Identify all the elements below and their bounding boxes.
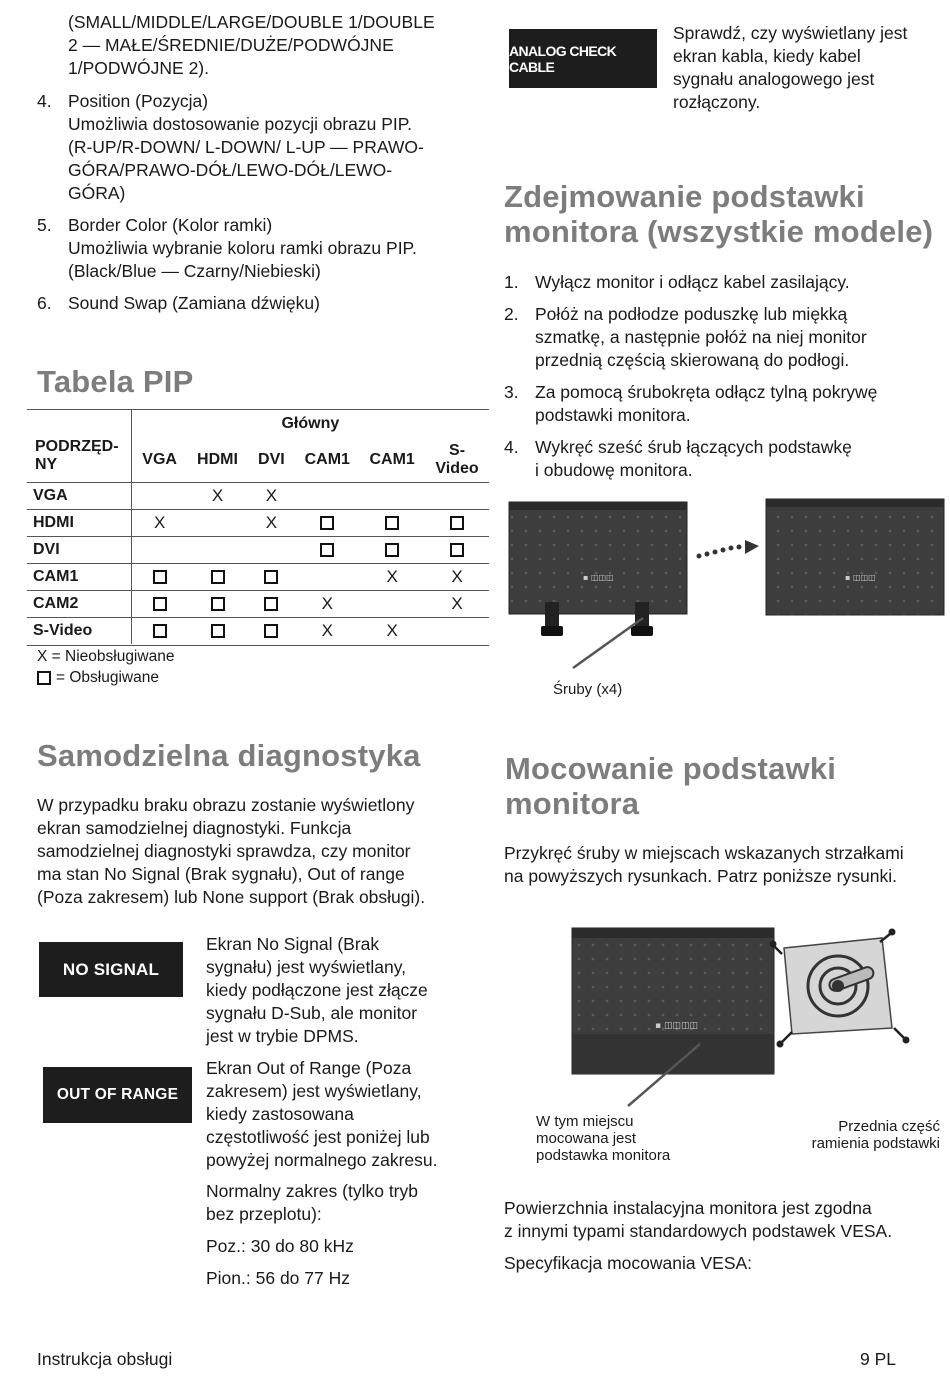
text-line: Sprawdź, czy wyświetlany jest: [673, 23, 908, 43]
page-number: 9 PL: [860, 1349, 896, 1369]
out-of-range-badge: OUT OF RANGE: [43, 1067, 192, 1123]
legend-supported: [37, 667, 174, 688]
text-line: GÓRA/PRAWO-DÓŁ/LEWO-DÓŁ/LEWO-: [68, 160, 393, 180]
text-line: Umożliwia wybranie koloru ramki obrazu PIP.: [68, 238, 417, 258]
header-line: S-: [449, 442, 466, 459]
table-cell: [359, 591, 425, 618]
text-line: 1/PODWÓJNE 2).: [68, 58, 209, 78]
table-cell: [425, 618, 489, 645]
vesa-spec: Specyfikacja mocowania VESA:: [504, 1253, 753, 1273]
text-line: Ekran Out of Range (Poza: [206, 1058, 412, 1078]
text-line: sygnału D-Sub, ale monitor: [206, 1003, 418, 1023]
item-number: 6.: [37, 293, 52, 313]
text-line: (SMALL/MIDDLE/LARGE/DOUBLE 1/DOUBLE: [68, 12, 435, 32]
text-line: kiedy podłączone jest złącze: [206, 980, 428, 1000]
svg-text:▪ ◫◫◫: ▪ ◫◫◫: [845, 573, 876, 582]
table-row: [27, 591, 489, 618]
checkbox-icon: [450, 543, 464, 557]
row-label: HDMI: [27, 510, 131, 537]
column-header: [425, 438, 489, 483]
header-line: PODRZĘD-: [35, 438, 119, 455]
column-header: VGA: [142, 451, 177, 468]
item-number: 3.: [504, 382, 519, 402]
table-cell: [295, 510, 359, 537]
column-header: CAM1: [304, 451, 350, 468]
checkbox-icon: [211, 597, 225, 611]
text-line: Sound Swap (Zamiana dźwięku): [68, 293, 320, 313]
text-line: samodzielnej diagnostyki sprawdza, czy monitor: [37, 841, 411, 861]
table-cell: X: [247, 483, 295, 510]
list-item: [37, 90, 477, 205]
text-line: (Poza zakresem) lub None support (Brak obsługi).: [37, 887, 426, 907]
text-line: zakresem) jest wyświetlany,: [206, 1081, 422, 1101]
table-cell: [247, 564, 295, 591]
text-line: kiedy zastosowana: [206, 1104, 354, 1124]
text-line: Normalny zakres (tylko tryb: [206, 1181, 418, 1201]
svg-text:▪ ◫◫◫: ▪ ◫◫◫: [583, 573, 614, 582]
pip-table-title: Tabela PIP: [37, 364, 194, 399]
table-cell: [425, 483, 489, 510]
monitor-back-left: [509, 502, 687, 636]
list-item: [37, 214, 477, 283]
header-line: NY: [35, 456, 58, 473]
table-cell: X: [359, 618, 425, 645]
table-cell: [295, 537, 359, 564]
text-line: Powierzchnia instalacyjna monitora jest zgodna: [504, 1198, 872, 1218]
item-number: 4.: [37, 91, 52, 111]
table-cell: X: [295, 618, 359, 645]
screws-caption: Śruby (x4): [553, 681, 623, 698]
pip-option-list: [37, 90, 477, 324]
table-cell: X: [295, 591, 359, 618]
item-number: 4.: [504, 437, 519, 457]
checkbox-icon: [153, 597, 167, 611]
table-row: [27, 564, 489, 591]
diagnostics-text: [37, 794, 425, 909]
text-line: bez przeplotu):: [206, 1204, 322, 1224]
row-header-title: [35, 438, 119, 474]
monitor-back: [572, 928, 774, 1074]
table-legend: [37, 646, 174, 688]
item-number: 2.: [504, 304, 519, 324]
table-cell: [295, 483, 359, 510]
table-row: [27, 537, 489, 564]
row-label: CAM1: [27, 564, 131, 591]
text-line: Wykręć sześć śrub łączących podstawkę: [535, 437, 852, 457]
item-number: 5.: [37, 215, 52, 235]
list-item: [504, 303, 924, 372]
analog-text: [673, 22, 907, 114]
text-line: jest w trybie DPMS.: [206, 1026, 359, 1046]
checkbox-icon: [37, 671, 51, 685]
table-cell: X: [425, 591, 489, 618]
table-cell: [247, 537, 295, 564]
table-row: [27, 618, 489, 645]
table-cell: [188, 564, 248, 591]
text-line: Position (Pozycja): [68, 91, 209, 111]
text-line: Umożliwia dostosowanie pozycji obrazu PIP.: [68, 114, 413, 134]
text-line: i obudowę monitora.: [535, 460, 693, 480]
text-line: sygnału) jest wyświetlany,: [206, 957, 407, 977]
caption-line: podstawka monitora: [536, 1147, 671, 1164]
text-line: z innymi typami standardowych podstawek VESA.: [504, 1221, 893, 1241]
table-cell: [131, 564, 187, 591]
checkbox-icon: [320, 543, 334, 557]
vertical-range: Pion.: 56 do 77 Hz: [206, 1268, 350, 1288]
checkbox-icon: [211, 624, 225, 638]
checkbox-icon: [153, 570, 167, 584]
table-cell: X: [425, 564, 489, 591]
column-header: DVI: [258, 451, 285, 468]
table-cell: X: [188, 483, 248, 510]
table-cell: [131, 483, 187, 510]
checkbox-icon: [320, 516, 334, 530]
checkbox-icon: [153, 624, 167, 638]
vesa-text: [504, 1197, 892, 1243]
out-of-range-text: [206, 1057, 438, 1172]
table-cell: [425, 537, 489, 564]
legend-text: = Obsługiwane: [56, 669, 159, 686]
text-line: szmatkę, a następnie połóż na niej monitor: [535, 327, 867, 347]
text-line: częstotliwość jest poniżej lub: [206, 1127, 430, 1147]
stand-removal-illustration: [505, 496, 945, 676]
caption-line: W tym miejscu: [536, 1113, 634, 1130]
row-label: DVI: [27, 537, 131, 564]
text-line: ma stan No Signal (Brak sygnału), Out of range: [37, 864, 405, 884]
remove-stand-steps: [504, 271, 924, 491]
list-item: [504, 271, 924, 294]
table-cell: [359, 483, 425, 510]
column-header: CAM1: [369, 451, 415, 468]
title-line: monitora: [505, 786, 640, 821]
no-signal-badge: NO SIGNAL: [39, 942, 183, 997]
title-line: Zdejmowanie podstawki: [504, 179, 865, 214]
svg-text:▪ ◫◫◫◫: ▪ ◫◫◫◫: [655, 1021, 698, 1031]
table-cell: X: [247, 510, 295, 537]
text-line: Przykręć śruby w miejscach wskazanych strzałkami: [504, 843, 904, 863]
table-cell: [247, 618, 295, 645]
checkbox-icon: [264, 597, 278, 611]
text-line: Za pomocą śrubokręta odłącz tylną pokrywę: [535, 382, 878, 402]
table-row: [27, 483, 489, 510]
list-item: [37, 292, 477, 315]
table-cell: [131, 618, 187, 645]
table-cell: [247, 591, 295, 618]
text-line: przednią częścią skierowaną do podłogi.: [535, 350, 850, 370]
text-line: Border Color (Kolor ramki): [68, 215, 273, 235]
table-cell: [425, 510, 489, 537]
checkbox-icon: [385, 543, 399, 557]
text-line: Ekran No Signal (Brak: [206, 934, 380, 954]
analog-check-cable-badge: ANALOG CHECK CABLE: [509, 29, 657, 88]
list-item: [504, 436, 924, 482]
table-cell: X: [359, 564, 425, 591]
pip-table: [27, 409, 489, 644]
table-cell: [131, 591, 187, 618]
text-line: podstawki monitora.: [535, 405, 691, 425]
mount-text: [504, 842, 904, 888]
checkbox-icon: [385, 516, 399, 530]
table-row: [27, 510, 489, 537]
caption-line: mocowana jest: [536, 1130, 637, 1147]
checkbox-icon: [450, 516, 464, 530]
text-line: Połóż na podłodze poduszkę lub miękką: [535, 304, 848, 324]
horizontal-range: Poz.: 30 do 80 kHz: [206, 1236, 354, 1256]
table-cell: [131, 537, 187, 564]
mount-caption-right: [812, 1118, 940, 1152]
no-signal-text: [206, 933, 428, 1048]
checkbox-icon: [264, 570, 278, 584]
table-cell: [359, 537, 425, 564]
text-line: ekran kabla, kiedy kabel: [673, 46, 861, 66]
table-cell: X: [131, 510, 187, 537]
title-line: Mocowanie podstawki: [505, 751, 837, 786]
table-cell: [188, 591, 248, 618]
column-header: HDMI: [197, 451, 238, 468]
text-line: powyżej normalnego zakresu.: [206, 1150, 438, 1170]
text-line: (Black/Blue — Czarny/Niebieski): [68, 261, 321, 281]
caption-line: ramienia podstawki: [811, 1135, 940, 1152]
checkbox-icon: [211, 570, 225, 584]
arrow-icon: [697, 540, 760, 559]
text-line: Wyłącz monitor i odłącz kabel zasilający.: [535, 272, 850, 292]
text-line: rozłączony.: [673, 92, 761, 112]
text-line: (R-UP/R-DOWN/ L-DOWN/ L-UP — PRAWO-: [68, 137, 424, 157]
remove-stand-title: [504, 179, 933, 249]
normal-range-text: [206, 1180, 418, 1226]
table-cell: [295, 564, 359, 591]
text-line: W przypadku braku obrazu zostanie wyświetlony: [37, 795, 415, 815]
checkbox-icon: [264, 624, 278, 638]
stand-mounting-illustration: [530, 924, 930, 1114]
row-label: CAM2: [27, 591, 131, 618]
stand-arm-plate: [784, 938, 892, 1034]
text-line: GÓRA): [68, 183, 126, 203]
mount-caption-left: [536, 1113, 670, 1164]
table-cell: [359, 510, 425, 537]
row-label: S-Video: [27, 618, 131, 645]
text-line: na powyższych rysunkach. Patrz poniższe rysunki.: [504, 866, 897, 886]
list-item: [504, 381, 924, 427]
footer-title: Instrukcja obsługi: [37, 1349, 173, 1369]
item-number: 1.: [504, 272, 519, 292]
mount-stand-title: [505, 751, 836, 821]
text-line: 2 — MAŁE/ŚREDNIE/DUŻE/PODWÓJNE: [68, 35, 394, 55]
title-line: monitora (wszystkie modele): [504, 214, 934, 249]
intro-text: [68, 11, 435, 80]
text-line: ekran samodzielnej diagnostyki. Funkcja: [37, 818, 352, 838]
caption-line: Przednia część: [838, 1118, 940, 1135]
table-cell: [188, 618, 248, 645]
table-cell: [188, 537, 248, 564]
table-cell: [188, 510, 248, 537]
header-line: Video: [435, 460, 479, 477]
legend-unsupported: X = Nieobsługiwane: [37, 648, 175, 665]
row-label: VGA: [27, 483, 131, 510]
monitor-back-right: [766, 499, 944, 615]
self-diagnostics-title: Samodzielna diagnostyka: [37, 738, 421, 773]
main-header: Główny: [281, 415, 340, 432]
text-line: sygnału analogowego jest: [673, 69, 875, 89]
pointer-line: [573, 618, 643, 668]
